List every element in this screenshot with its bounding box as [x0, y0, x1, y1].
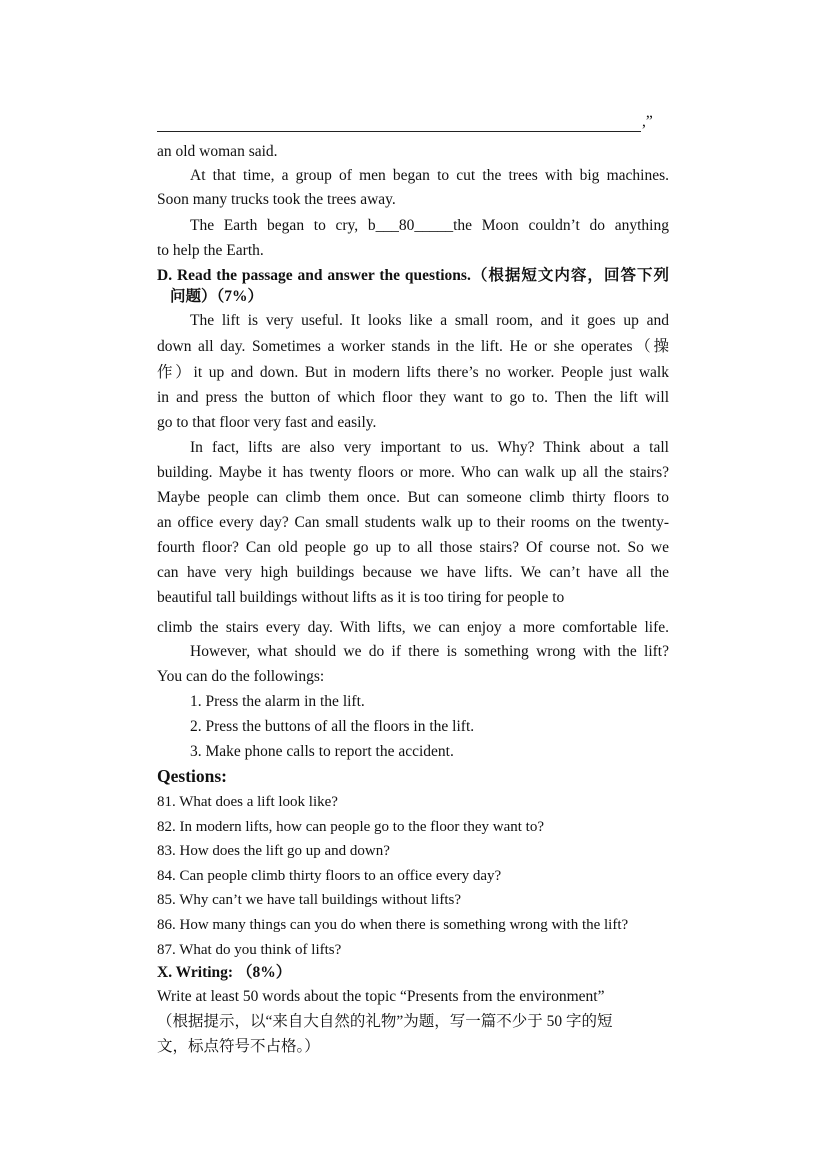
text-line: to help the Earth.	[157, 242, 264, 259]
question-85: 85. Why can’t we have tall buildings without lifts?	[157, 892, 461, 908]
text-line: Soon many trucks took the trees away.	[157, 191, 396, 208]
question-82: 82. In modern lifts, how can people go to the floor they want to?	[157, 819, 544, 835]
writing-instruction: Write at least 50 words about the topic “Presents from the environment”	[157, 988, 605, 1005]
question-83: 83. How does the lift go up and down?	[157, 843, 390, 859]
text-line: At that time, a group of men began to cut the trees with big machines.	[190, 167, 669, 184]
list-item: 3. Make phone calls to report the accident.	[190, 743, 454, 760]
writing-note: （根据提示，以“来自大自然的礼物”为题，写一篇不少于 50 字的短	[157, 1013, 613, 1030]
questions-heading: Qestions:	[157, 766, 227, 786]
passage-line: You can do the followings:	[157, 668, 325, 685]
passage-line: can have very high buildings because we have lifts. We can’t have all the	[157, 564, 669, 581]
answer-blank-line	[157, 131, 641, 132]
section-x-heading: X. Writing: （8%）	[157, 964, 292, 981]
question-84: 84. Can people climb thirty floors to an office every day?	[157, 868, 502, 884]
section-d-heading-cont: 问题）（7%）	[170, 288, 264, 305]
section-d-heading: D. Read the passage and answer the questions.（根据短文内容，回答下列	[157, 267, 669, 284]
passage-line: in and press the button of which floor they want to go to. Then the lift will	[157, 389, 669, 406]
writing-note-cont: 文，标点符号不占格。）	[157, 1038, 320, 1055]
question-86: 86. How many things can you do when there is something wrong with the lift?	[157, 917, 629, 933]
text-line: an old woman said.	[157, 143, 278, 160]
question-87: 87. What do you think of lifts?	[157, 942, 342, 958]
closing-quote: ,”	[642, 113, 653, 130]
passage-line: beautiful tall buildings without lifts as it is too tiring for people to	[157, 589, 565, 606]
passage-line: 作）it up and down. But in modern lifts there’s no worker. People just walk	[157, 364, 669, 381]
passage-line: down all day. Sometimes a worker stands in the lift. He or she operates（操	[157, 338, 669, 355]
passage-line: However, what should we do if there is something wrong with the lift?	[190, 643, 669, 660]
blank-80-line: The Earth began to cry, b___80_____the Moon couldn’t do anything	[190, 217, 669, 234]
list-item: 1. Press the alarm in the lift.	[190, 693, 365, 710]
passage-line: The lift is very useful. It looks like a small room, and it goes up and	[190, 312, 669, 329]
passage-line: climb the stairs every day. With lifts, we can enjoy a more comfortable life.	[157, 619, 669, 636]
passage-line: go to that floor very fast and easily.	[157, 414, 377, 431]
passage-line: fourth floor? Can old people go up to all those stairs? Of course not. So we	[157, 539, 669, 556]
passage-line: Maybe people can climb them once. But can someone climb thirty floors to	[157, 489, 669, 506]
list-item: 2. Press the buttons of all the floors in the lift.	[190, 718, 475, 735]
passage-line: an office every day? Can small students walk up to their rooms on the twenty-	[157, 514, 669, 531]
passage-line: In fact, lifts are also very important to us. Why? Think about a tall	[190, 439, 669, 456]
question-81: 81. What does a lift look like?	[157, 794, 338, 810]
passage-line: building. Maybe it has twenty floors or more. Who can walk up all the stairs?	[157, 464, 669, 481]
